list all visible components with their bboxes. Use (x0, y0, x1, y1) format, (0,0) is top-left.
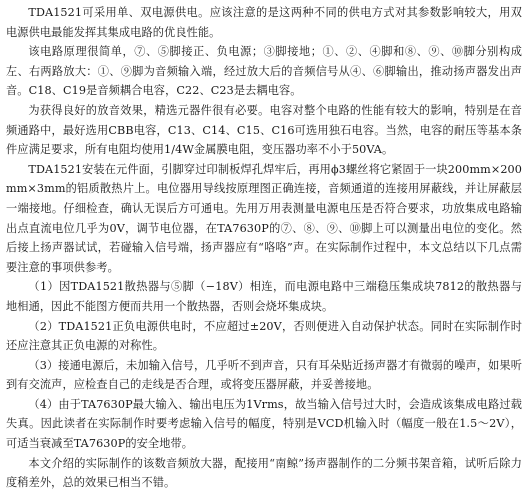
paragraph-component-selection: 为获得良好的放音效果，精选元器件很有必要。电容对整个电路的性能有较大的影响，特别是在音频通路中，最好选用CBB电容，C13、C14、C15、C16可选用独石电容。当然，电容的耐压等基本条件应满足要求，所有电阻均使用1/4W金属膜电阻，变压器功率不小于50VA。 (6, 103, 522, 157)
paragraph-circuit-principle: 该电路原理很简单，⑦、⑤脚接正、负电源；③脚接地；①、②、④脚和⑧、⑨、⑩脚分别构成左、右两路放大：①、⑨脚为音频输入端，经过放大后的音频信号从④、⑥脚输出，推动扬声器发出声音。C18、C19是音频耦合电容，C22、C23是去耦电容。 (6, 45, 522, 98)
paragraph-note-2: （2）TDA1521正负电源供电时，不应超过±20V，否则便进入自动保护状态。同时在实际制作时还应注意其正负电源的对称性。 (6, 319, 522, 353)
paragraph-note-3: （3）接通电源后，未加输入信号，几乎听不到声音，只有耳朵贴近扬声器才有微弱的噪声，如果听到有交流声，应检查自己的走线是否合理，或将变压器屏蔽，并妥善接地。 (6, 358, 522, 392)
paragraph-power-supply: TDA1521可采用单、双电源供电。应该注意的是这两种不同的供电方式对其参数影响较大，用双电源供电最能发挥其集成电路的优良性能。 (6, 6, 522, 39)
paragraph-conclusion: 本文介绍的实际制作的该数音频放大器，配接用“南鲸”扬声器制作的二分频书架音箱，试听后除力度稍差外，总的效果已相当不错。 (6, 456, 522, 490)
paragraph-installation: TDA1521安装在元件面，引脚穿过印制板焊孔焊牢后，再用ϕ3螺丝将它紧固于一块200mm×200mm×3mm的铝质散热片上。电位器用导线按原理图正确连接，音频通道的连接用屏蔽线，并让屏蔽层一端接地。仔细检查，确认无误后方可通电。先用万用表测量电源电压是否符合要求，功放集成电路输出点直流电位几乎为0V，调节电位器，在TA7630P的⑦、⑧、⑨、⑩脚上可以测量出电位的变化。然后接上扬声器试试，若碰输入信号端，扬声器应有“咯咯”声。在实际制作过程中，本文总结以下几点需要注意的事项供参考。 (6, 162, 522, 274)
paragraph-note-4: （4）由于TA7630P最大输入、输出电压为1Vrms，故当输入信号过大时，会造成该集成电路过载失真。因此读者在实际制作时要考虑输入信号的幅度，特别是VCD机输入时（幅度一般在1.5～2V），可适当衰减至TA7630P的安全地带。 (6, 397, 522, 451)
paragraph-note-1: （1）因TDA1521散热器与⑤脚（−18V）相连，而电源电路中三端稳压集成块7812的散热器与地相通，因此不能图方便而共用一个散热器，否则会烧坏集成块。 (6, 280, 522, 313)
